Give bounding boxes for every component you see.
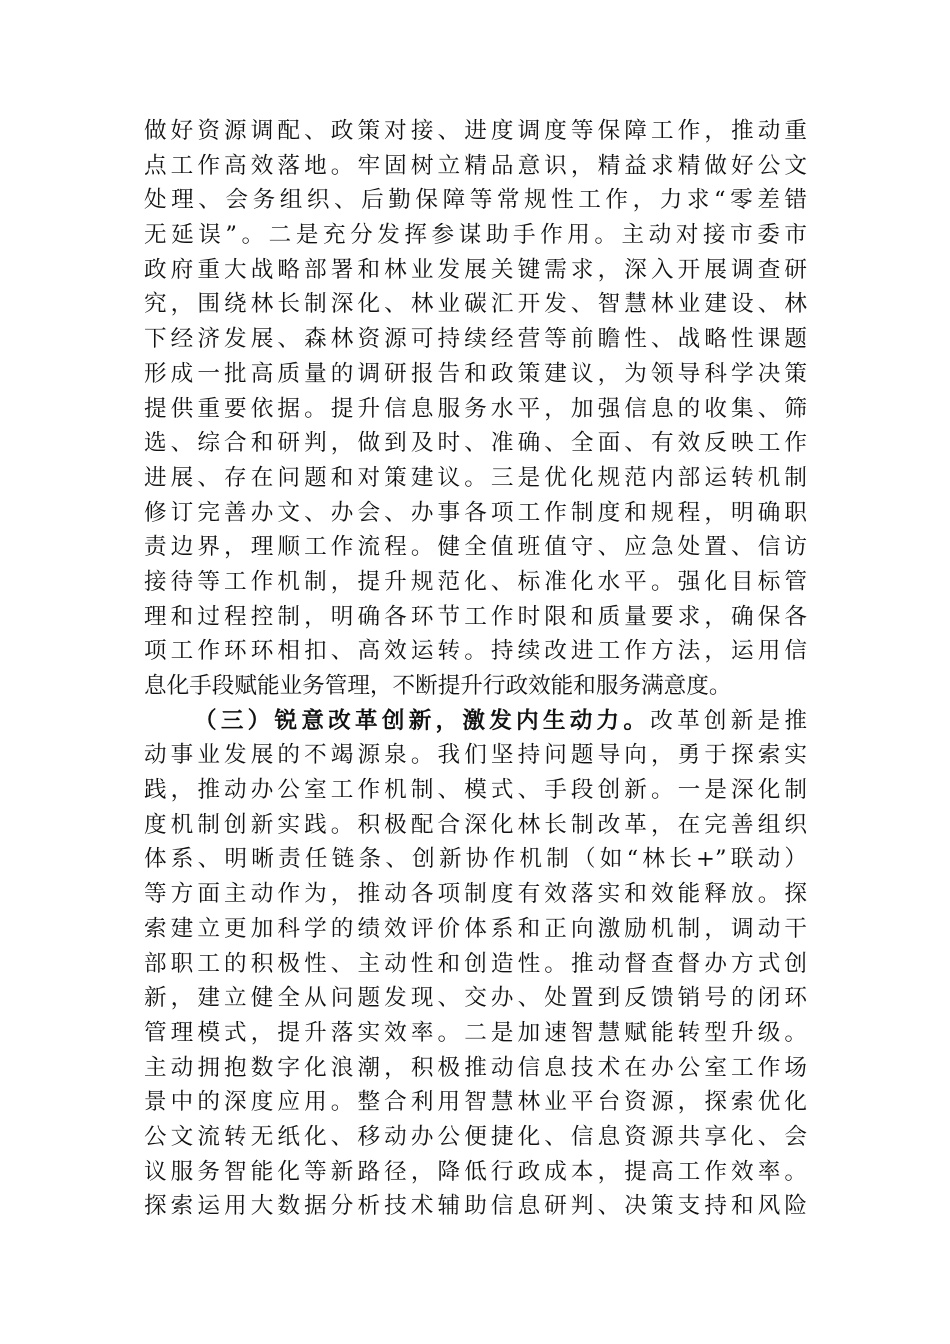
paragraph-continuation [144, 114, 807, 704]
text-line: 项工作环环相扣、高效运转。持续改进工作方法，运用信 [144, 638, 807, 665]
text-line: 景中的深度应用。整合利用智慧林业平台资源，探索优化 [144, 1089, 807, 1116]
text-line: 责边界，理顺工作流程。健全值班值守、应急处置、信访 [144, 534, 807, 561]
text-line: 息化手段赋能业务管理，不断提升行政效能和服务满意度。 [144, 673, 732, 699]
text-line: 体系、明晰责任链条、创新协作机制（如“林长+”联动） [144, 846, 807, 873]
text-line: 处理、会务组织、后勤保障等常规性工作，力求“零差错 [144, 187, 807, 214]
text-line: 接待等工作机制，提升规范化、标准化水平。强化目标管 [144, 568, 807, 595]
section-3-first-line [144, 704, 807, 739]
document-page [144, 114, 807, 1224]
text-line: 进展、存在问题和对策建议。三是优化规范内部运转机制 [144, 464, 807, 491]
text-line: 新，建立健全从问题发现、交办、处置到反馈销号的闭环 [144, 985, 807, 1012]
text-line: 动事业发展的不竭源泉。我们坚持问题导向，勇于探索实 [144, 742, 807, 769]
text-line: 下经济发展、森林资源可持续经营等前瞻性、战略性课题 [144, 326, 807, 353]
text-line: 践，推动办公室工作机制、模式、手段创新。一是深化制 [144, 777, 807, 804]
text-line: 选、综合和研判，做到及时、准确、全面、有效反映工作 [144, 430, 807, 457]
text-line: 议服务智能化等新路径，降低行政成本，提高工作效率。 [144, 1158, 807, 1185]
text-line: 理和过程控制，明确各环节工作时限和质量要求，确保各 [144, 603, 807, 630]
text-line: 部职工的积极性、主动性和创造性。推动督查督办方式创 [144, 950, 807, 977]
text-line: 点工作高效落地。牢固树立精品意识，精益求精做好公文 [144, 152, 807, 179]
text-line: 做好资源调配、政策对接、进度调度等保障工作，推动重 [144, 118, 807, 144]
section-3-heading: （三）锐意改革创新，激发内生动力。 [194, 707, 651, 734]
text-line: 无延误”。二是充分发挥参谋助手作用。主动对接市委市 [144, 222, 807, 249]
text-line: 公文流转无纸化、移动办公便捷化、信息资源共享化、会 [144, 1123, 807, 1150]
section-3-first-line-rest: 改革创新是推 [650, 707, 807, 734]
text-line: 等方面主动作为，推动各项制度有效落实和效能释放。探 [144, 881, 807, 908]
text-line: 管理模式，提升落实效率。二是加速智慧赋能转型升级。 [144, 1019, 807, 1046]
text-line: 索建立更加科学的绩效评价体系和正向激励机制，调动干 [144, 915, 807, 942]
text-line: 究，围绕林长制深化、林业碳汇开发、智慧林业建设、林 [144, 291, 807, 318]
text-line: 修订完善办文、办会、办事各项工作制度和规程，明确职 [144, 499, 807, 526]
section-3-paragraph [144, 704, 807, 1224]
text-line: 提供重要依据。提升信息服务水平，加强信息的收集、筛 [144, 395, 807, 422]
text-line: 政府重大战略部署和林业发展关键需求，深入开展调查研 [144, 256, 807, 283]
text-line: 形成一批高质量的调研报告和政策建议，为领导科学决策 [144, 360, 807, 387]
text-line: 主动拥抱数字化浪潮，积极推动信息技术在办公室工作场 [144, 1054, 807, 1081]
text-line: 度机制创新实践。积极配合深化林长制改革，在完善组织 [144, 811, 807, 838]
text-line: 探索运用大数据分析技术辅助信息研判、决策支持和风险 [144, 1193, 807, 1220]
